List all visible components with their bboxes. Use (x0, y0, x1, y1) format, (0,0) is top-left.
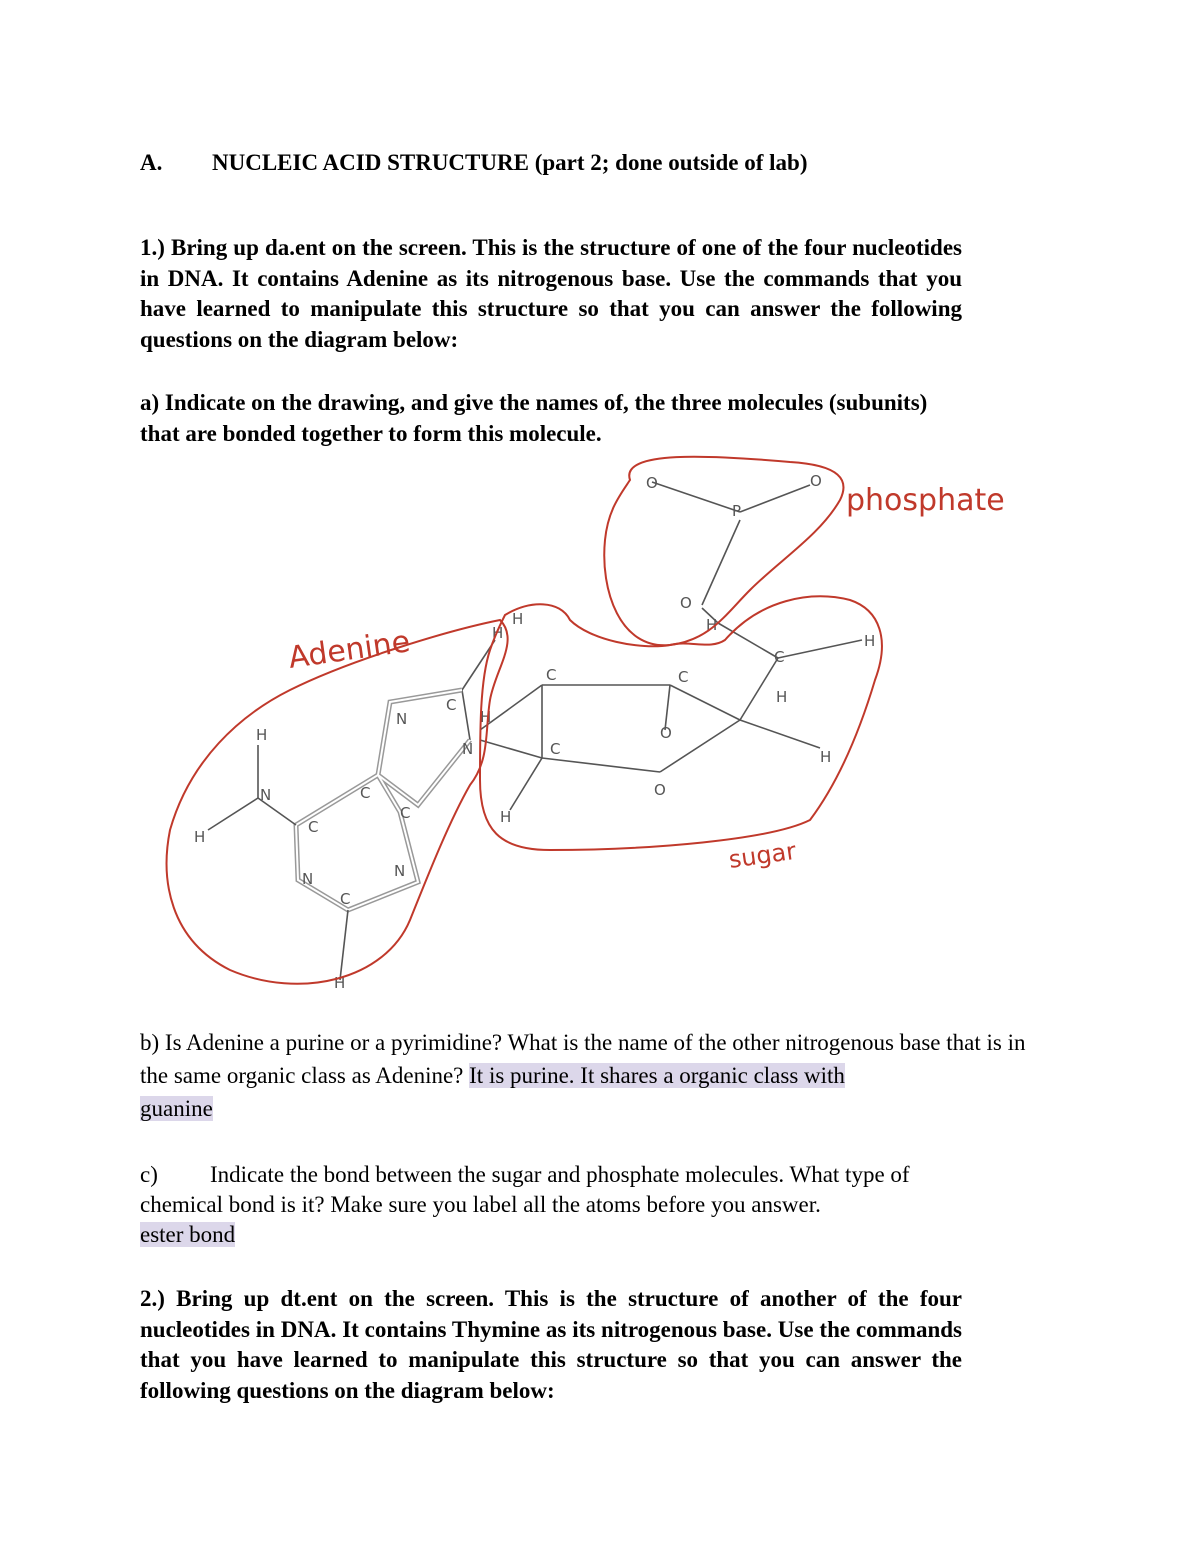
section-heading (140, 150, 808, 176)
atom-c: C (678, 668, 689, 686)
atom-c: C (550, 740, 561, 758)
atom-h: H (706, 616, 718, 634)
atom-h: H (256, 726, 268, 744)
atom-o: O (810, 472, 822, 490)
question-2-text: 2.) Bring up dt.ent on the screen. This is the structure of another of the four nucleotides in DNA. It contains Thymine as its nitrogenous base. Use the commands that you have learned to manipulate this structure so that you can answer the following questions on the diagram below: (140, 1286, 962, 1403)
atom-c: C (774, 648, 785, 666)
aromatic-rings (296, 690, 470, 910)
atom-n: N (396, 710, 408, 728)
atom-n: N (394, 862, 406, 880)
question-1c-label: c) (140, 1162, 158, 1187)
sugar-label: sugar (726, 836, 798, 874)
atom-h: H (492, 624, 504, 642)
atom-o: O (660, 724, 672, 742)
section-letter: A. (140, 150, 163, 175)
section-title: NUCLEIC ACID STRUCTURE (part 2; done outside of lab) (212, 150, 808, 175)
atom-c: C (360, 784, 371, 802)
phosphate-outline (604, 457, 843, 646)
question-1c-text: Indicate the bond between the sugar and phosphate molecules. What type of chemical bond is it? Make sure you label all the atoms before you answer. (140, 1162, 910, 1217)
atom-c: C (546, 666, 557, 684)
question-1a-text: a) Indicate on the drawing, and give the names of, the three molecules (subunits) that are bonded together to form this molecule. (140, 390, 928, 446)
atom-o: O (646, 474, 658, 492)
question-1c (140, 1160, 962, 1250)
atom-o: O (654, 781, 666, 799)
atom-c: C (308, 818, 319, 836)
question-1b (140, 1026, 1040, 1125)
atom-h: H (512, 610, 524, 628)
atom-h: H (776, 688, 788, 706)
atom-c: C (400, 804, 411, 822)
phosphate-label: phosphate (846, 483, 1005, 518)
atom-n: N (462, 740, 474, 758)
atom-h: H (194, 828, 206, 846)
atom-c: C (340, 890, 351, 908)
atom-h: H (480, 708, 492, 726)
adenine-label: Adenine (286, 624, 413, 676)
sugar-outline (480, 596, 882, 850)
atom-h: H (334, 974, 346, 992)
atom-p: P (732, 502, 742, 520)
atom-h: H (500, 808, 512, 826)
question-1b-text: b) Is Adenine a purine or a pyrimidine? What is the name of the other nitrogenous base that is in the same organic class as Adenine? (140, 1030, 1026, 1088)
atom-n: N (260, 786, 272, 804)
question-1-text: 1.) Bring up da.ent on the screen. This is the structure of one of the four nucleotides in DNA. It contains Adenine as its nitrogenous base. Use the commands that you have learned to manipulate this structure so that you can answer the following questions on the diagram below: (140, 235, 962, 352)
annotation-outlines (167, 457, 882, 984)
atom-c: C (446, 696, 457, 714)
atom-n: N (302, 870, 314, 888)
atom-h: H (820, 748, 832, 766)
atom-o: O (680, 594, 692, 612)
adenine-nucleotide-drawing (150, 440, 1030, 1020)
atom-h: H (864, 632, 876, 650)
answer-1c: ester bond (140, 1222, 236, 1247)
nucleotide-diagram (150, 440, 1030, 1020)
answer-1b-line1: It is purine. It shares a organic class with (469, 1063, 845, 1088)
answer-1b-line2: guanine (140, 1096, 213, 1121)
